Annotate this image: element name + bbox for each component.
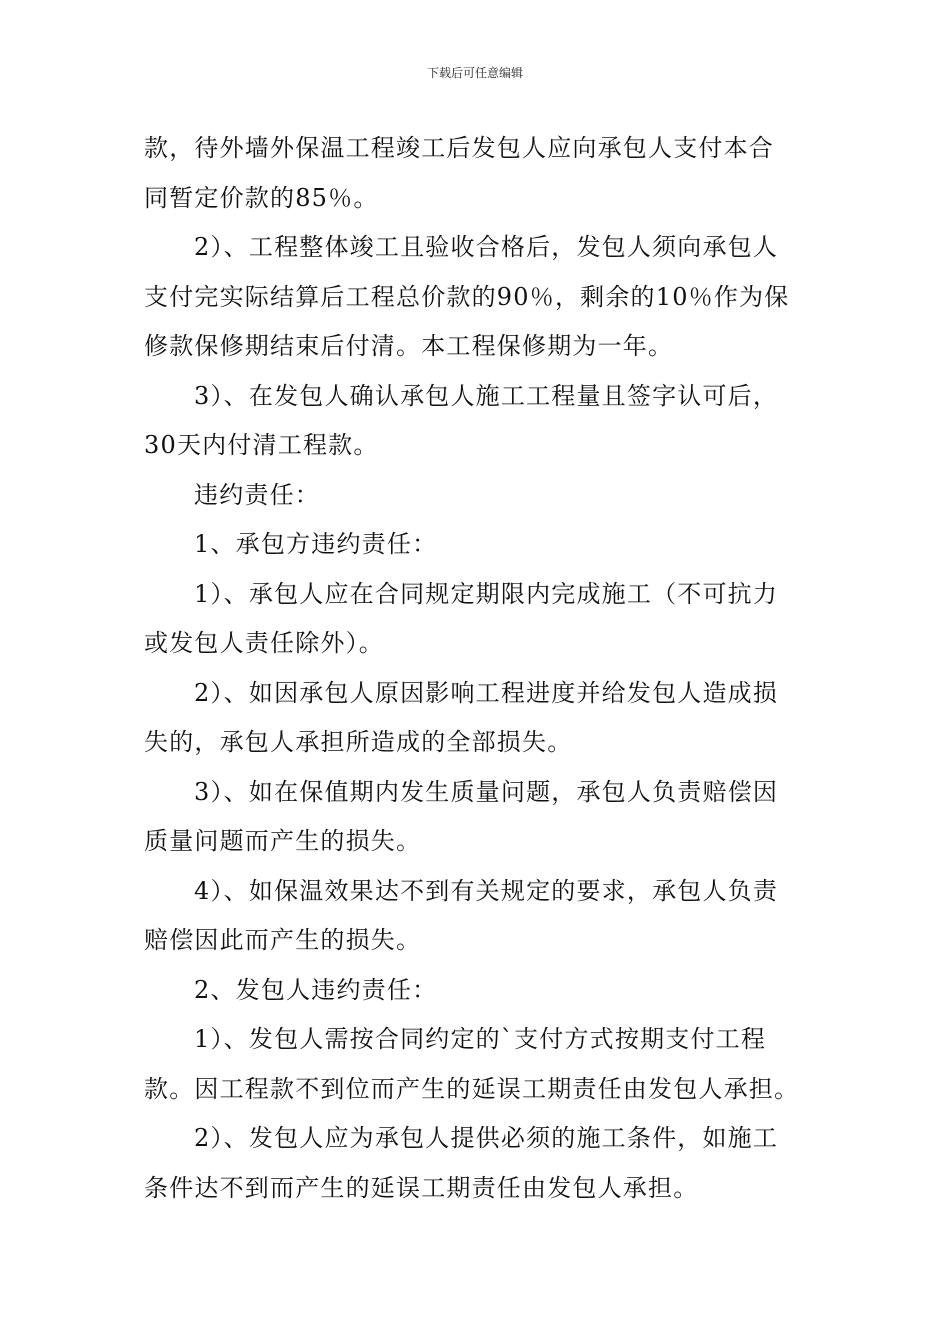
page-header: 下载后可任意编辑 bbox=[426, 66, 523, 80]
text-line: 赔偿因此而产生的损失。 bbox=[144, 926, 422, 954]
section-heading: 违约责任： bbox=[194, 480, 320, 509]
text-line: 支付完实际结算后工程总价款的90％，剩余的10％作为保 bbox=[144, 282, 790, 311]
text-line: 2）、如因承包人原因影响工程进度并给发包人造成损 bbox=[194, 678, 779, 707]
text-line: 款。因工程款不到位而产生的延误工期责任由发包人承担。 bbox=[144, 1074, 800, 1103]
text-line: 质量问题而产生的损失。 bbox=[144, 827, 422, 855]
text-line: 款，待外墙外保温工程竣工后发包人应向承包人支付本合 bbox=[144, 134, 774, 162]
text-line: 1）、发包人需按合同约定的`支付方式按期支付工程 bbox=[194, 1025, 767, 1053]
text-line: 失的，承包人承担所造成的全部损失。 bbox=[144, 728, 573, 756]
text-line: 3）、在发包人确认承包人施工工程量且签字认可后， bbox=[194, 381, 779, 410]
document-body bbox=[144, 124, 810, 1213]
text-line: 修款保修期结束后付清。本工程保修期为一年。 bbox=[144, 332, 674, 360]
paragraph bbox=[144, 124, 810, 1213]
text-line: 2）、工程整体竣工且验收合格后，发包人须向承包人 bbox=[194, 233, 779, 261]
text-line: 同暂定价款的85％。 bbox=[144, 183, 379, 212]
text-line: 30天内付清工程款。 bbox=[144, 431, 379, 459]
text-line: 2）、发包人应为承包人提供必须的施工条件，如施工 bbox=[194, 1124, 779, 1152]
text-line: 4）、如保温效果达不到有关规定的要求，承包人负责 bbox=[194, 876, 779, 905]
subsection-heading: 1、承包方违约责任： bbox=[194, 530, 438, 558]
subsection-heading: 2、发包人违约责任： bbox=[194, 975, 438, 1004]
text-line: 或发包人责任除外）。 bbox=[144, 629, 384, 657]
text-line: 3）、如在保值期内发生质量问题，承包人负责赔偿因 bbox=[194, 777, 779, 806]
text-line: 条件达不到而产生的延误工期责任由发包人承担。 bbox=[144, 1173, 699, 1202]
text-line: 1）、承包人应在合同规定期限内完成施工（不可抗力 bbox=[194, 579, 779, 608]
